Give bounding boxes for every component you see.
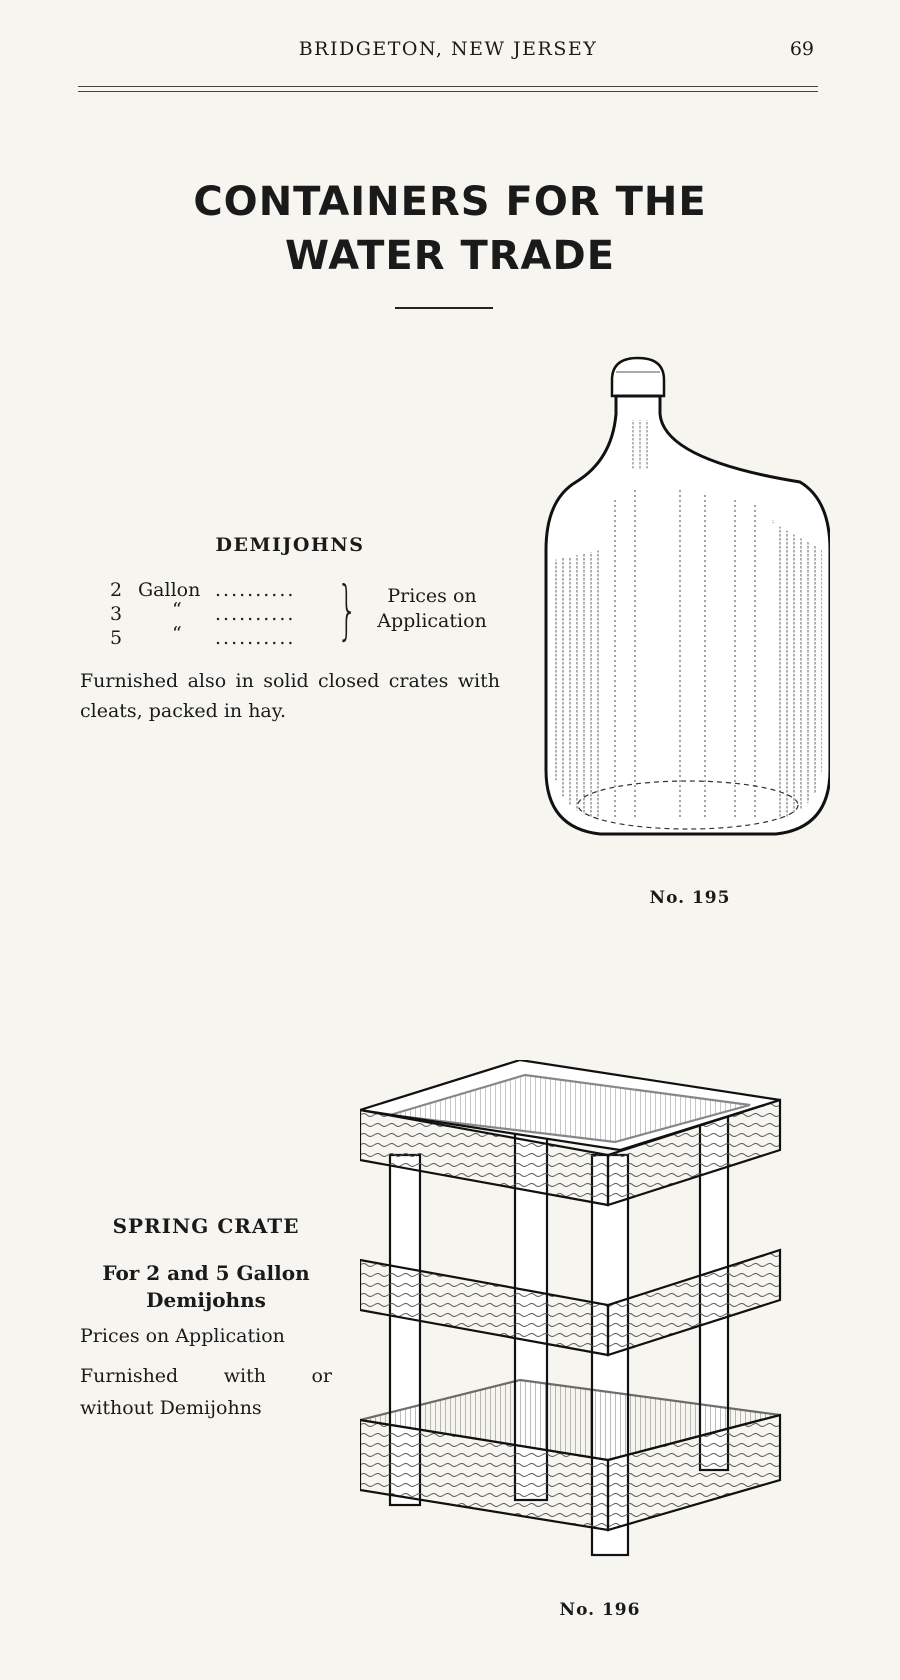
title-divider — [395, 307, 493, 309]
title-line-2: WATER TRADE — [284, 233, 616, 279]
brace-symbol: } — [337, 574, 358, 648]
ditto-mark: “ — [172, 623, 182, 645]
spring-crate-description — [80, 1214, 332, 1424]
size-unit: Gallon — [138, 579, 201, 601]
spring-crate-subheading — [80, 1260, 332, 1314]
leader-dots: .......... — [215, 627, 296, 649]
demijohns-prices — [362, 584, 502, 634]
demijohn-size-list — [110, 578, 296, 650]
size-row — [110, 623, 296, 650]
figure-caption-196: No. 196 — [559, 1600, 641, 1620]
demijohns-heading: DEMIJOHNS — [215, 534, 365, 556]
size-value: 5 — [110, 627, 123, 649]
size-value: 3 — [110, 603, 123, 625]
ditto-mark: “ — [172, 599, 182, 621]
size-row — [110, 578, 296, 602]
title-line-1: CONTAINERS FOR THE — [193, 179, 707, 225]
leader-dots: .......... — [215, 603, 296, 625]
subheading-line-1: For 2 and 5 Gallon — [102, 1261, 310, 1285]
spring-crate-note: Furnished with or without Demijohns — [80, 1365, 332, 1419]
spring-crate-prices: Prices on Application — [80, 1325, 285, 1347]
spring-crate-heading: SPRING CRATE — [112, 1214, 300, 1238]
header-rule-top — [78, 86, 818, 87]
prices-line-1: Prices on — [387, 585, 477, 607]
header-place: BRIDGETON, NEW JERSEY — [298, 38, 598, 60]
demijohns-note: Furnished also in solid closed crates with cleats, packed in hay. — [80, 670, 500, 722]
page-number: 69 — [789, 38, 814, 60]
size-value: 2 — [110, 579, 123, 601]
prices-line-2: Application — [377, 610, 487, 632]
leader-dots: .......... — [215, 579, 296, 601]
header-rule-bottom — [78, 91, 818, 92]
demijohn-bottle-illustration — [540, 350, 830, 890]
page-header — [78, 38, 818, 70]
subheading-line-2: Demijohns — [146, 1288, 266, 1312]
spring-crate-illustration — [360, 1060, 830, 1600]
page-title — [0, 175, 900, 283]
size-row — [110, 599, 296, 626]
figure-caption-195: No. 195 — [649, 888, 731, 908]
